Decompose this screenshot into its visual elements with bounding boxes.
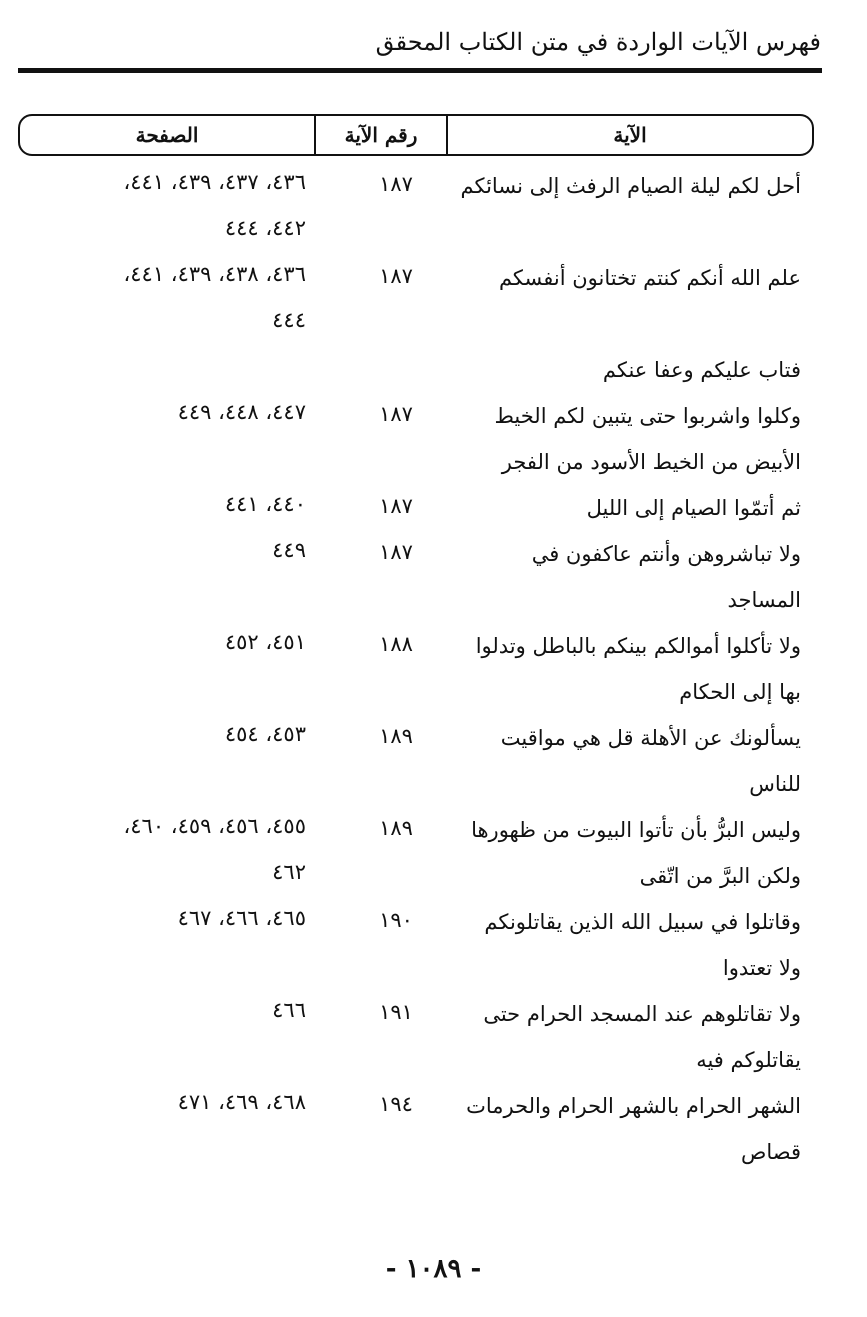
- page-references: ٤٤٩: [272, 538, 306, 562]
- page-references: ٤٤٢، ٤٤٤: [224, 216, 306, 240]
- index-entry: [0, 490, 867, 536]
- verse-number: ١٩٠: [379, 908, 413, 932]
- index-entry: [0, 996, 867, 1088]
- column-header-bar: [18, 114, 814, 156]
- verse-text-line: ثم أتمّوا الصيام إلى الليل: [586, 496, 801, 520]
- verse-text-line: وليس البرُّ بأن تأتوا البيوت من ظهورها: [471, 818, 801, 842]
- verse-text-line: فتاب عليكم وعفا عنكم: [602, 358, 801, 382]
- header-rule: [18, 68, 822, 73]
- index-entry: [0, 168, 867, 260]
- running-title: فهرس الآيات الواردة في متن الكتاب المحقق: [375, 28, 821, 56]
- index-entry: [0, 398, 867, 490]
- page-references: ٤٤٧، ٤٤٨، ٤٤٩: [177, 400, 306, 424]
- verse-text-line: ولا تباشروهن وأنتم عاكفون في: [531, 542, 801, 566]
- verse-text-line: للناس: [749, 772, 801, 796]
- verse-text-line: وكلوا واشربوا حتى يتبين لكم الخيط: [494, 404, 801, 428]
- page-references: ٤٥٣، ٤٥٤: [224, 722, 306, 746]
- verse-number: ١٨٩: [379, 816, 413, 840]
- verse-text-line: الأبيض من الخيط الأسود من الفجر: [501, 450, 801, 474]
- verse-text-line: ولا تقاتلوهم عند المسجد الحرام حتى: [483, 1002, 801, 1026]
- verse-number: ١٨٧: [379, 402, 413, 426]
- verse-text-line: وقاتلوا في سبيل الله الذين يقاتلونكم: [484, 910, 801, 934]
- column-header-page: الصفحة: [135, 123, 199, 147]
- page-number: - ١٠٨٩ -: [385, 1254, 482, 1284]
- verse-text-line: يسألونك عن الأهلة قل هي مواقيت: [500, 726, 801, 750]
- index-entry: [0, 628, 867, 720]
- page-references: ٤٦٨، ٤٦٩، ٤٧١: [177, 1090, 306, 1114]
- index-entry: [0, 536, 867, 628]
- verse-number: ١٨٧: [379, 264, 413, 288]
- page-references: ٤٤٤: [272, 308, 306, 332]
- verse-text-line: بها إلى الحكام: [679, 680, 801, 704]
- column-header-verse-number: رقم الآية: [314, 116, 446, 154]
- page-references: ٤٣٦، ٤٣٨، ٤٣٩، ٤٤١،: [123, 262, 306, 286]
- verse-text-line: ولكن البرَّ من اتّقى: [639, 864, 801, 888]
- verse-text-line: أحل لكم ليلة الصيام الرفث إلى نسائكم: [460, 174, 801, 198]
- index-entry: [0, 904, 867, 996]
- verse-number: ١٨٧: [379, 172, 413, 196]
- page-references: ٤٣٦، ٤٣٧، ٤٣٩، ٤٤١،: [123, 170, 306, 194]
- page-references: ٤٥٥، ٤٥٦، ٤٥٩، ٤٦٠،: [123, 814, 306, 838]
- verse-index-list: [0, 168, 867, 1180]
- page-references: ٤٦٢: [272, 860, 306, 884]
- page-references: ٤٦٥، ٤٦٦، ٤٦٧: [177, 906, 306, 930]
- page-references: ٤٦٦: [272, 998, 306, 1022]
- page-references: ٤٤٠، ٤٤١: [224, 492, 306, 516]
- verse-text-line: المساجد: [727, 588, 801, 612]
- verse-number: ١٨٨: [379, 632, 413, 656]
- verse-text-line: ولا تأكلوا أموالكم بينكم بالباطل وتدلوا: [475, 634, 801, 658]
- verse-text-line: علم الله أنكم كنتم تختانون أنفسكم: [498, 266, 801, 290]
- verse-text-line: يقاتلوكم فيه: [696, 1048, 801, 1072]
- page-references: ٤٥١، ٤٥٢: [224, 630, 306, 654]
- verse-number: ١٨٩: [379, 724, 413, 748]
- verse-number: ١٩٤: [379, 1092, 413, 1116]
- index-entry: [0, 812, 867, 904]
- index-entry: [0, 260, 867, 398]
- verse-text-line: الشهر الحرام بالشهر الحرام والحرمات: [466, 1094, 801, 1118]
- index-entry: [0, 1088, 867, 1180]
- verse-number: ١٨٧: [379, 540, 413, 564]
- verse-number: ١٩١: [379, 1000, 413, 1024]
- verse-text-line: قصاص: [740, 1140, 801, 1164]
- column-header-verse: الآية: [446, 116, 812, 154]
- verse-number: ١٨٧: [379, 494, 413, 518]
- index-entry: [0, 720, 867, 812]
- verse-text-line: ولا تعتدوا: [722, 956, 801, 980]
